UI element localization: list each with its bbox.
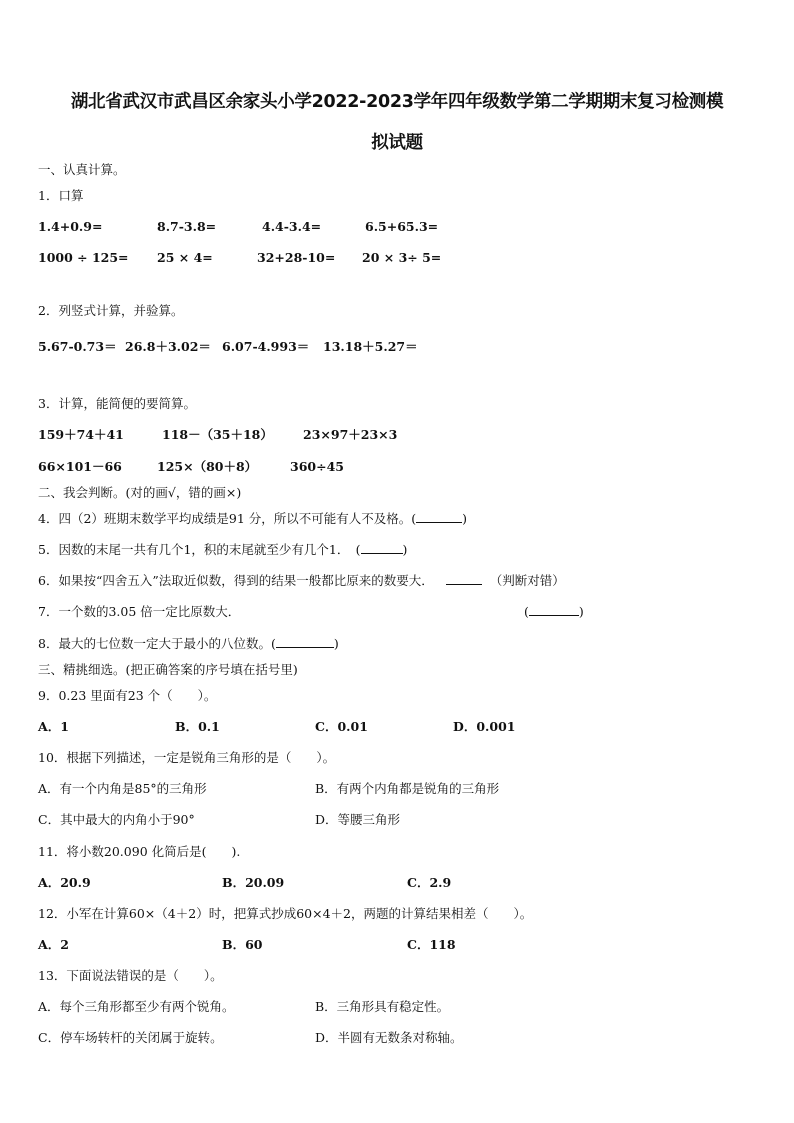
- q3-item: 66×101－66: [38, 459, 122, 474]
- question-10-stem: 10．根据下列描述，一定是锐角三角形的是（ ）。: [38, 750, 336, 765]
- option-c[interactable]: C．0.01: [315, 719, 368, 734]
- question-9-stem: 9．0.23 里面有23 个（ ）。: [38, 688, 217, 703]
- option-c[interactable]: C．其中最大的内角小于90°: [38, 812, 195, 827]
- answer-blank[interactable]: [446, 573, 482, 585]
- q1-item: 20 × 3÷ 5=: [362, 250, 442, 265]
- answer-blank[interactable]: [416, 511, 462, 523]
- option-a[interactable]: A．20.9: [38, 875, 91, 890]
- question-8: [38, 636, 339, 652]
- answer-blank[interactable]: [276, 636, 334, 648]
- page-title-line-1: 湖北省武汉市武昌区余家头小学2022-2023学年四年级数学第二学期期末复习检测模: [70, 92, 724, 112]
- question-1-label: 1．口算: [38, 188, 84, 203]
- option-a[interactable]: A．1: [38, 719, 69, 734]
- paren-open: (: [524, 604, 529, 619]
- q2-item: 5.67-0.73＝: [38, 339, 117, 354]
- section-heading-1: 一、认真计算。: [38, 162, 126, 177]
- q1-item: 8.7-3.8=: [157, 219, 217, 234]
- q1-item: 6.5+65.3=: [365, 219, 439, 234]
- q1-item: 4.4-3.4=: [262, 219, 322, 234]
- option-c[interactable]: C．118: [407, 937, 456, 952]
- q3-item: 125×（80＋8）: [157, 459, 258, 474]
- question-4: [38, 511, 467, 527]
- q1-item: 25 × 4=: [157, 250, 213, 265]
- question-6-text: 6．如果按“四舍五入”法取近似数，得到的结果一般都比原来的数要大．: [38, 573, 434, 588]
- option-b[interactable]: B．60: [222, 937, 263, 952]
- option-c[interactable]: C．停车场转杆的关闭属于旋转。: [38, 1030, 223, 1045]
- paren-close: ): [578, 604, 584, 619]
- question-5: [38, 542, 407, 558]
- answer-blank[interactable]: [529, 604, 579, 616]
- option-b[interactable]: B．0.1: [175, 719, 220, 734]
- section-heading-3: 三、精挑细选。(把正确答案的序号填在括号里): [38, 662, 298, 677]
- paren-close: ): [402, 542, 408, 557]
- q2-item: 6.07-4.993＝: [222, 339, 310, 354]
- question-8-text: 8．最大的七位数一定大于最小的八位数。(: [38, 636, 276, 651]
- question-5-text: 5．因数的末尾一共有几个1，积的末尾就至少有几个1． (: [38, 542, 361, 557]
- question-13-stem: 13．下面说法错误的是（ ）。: [38, 968, 223, 983]
- question-7: [38, 604, 240, 620]
- question-12-stem: 12．小军在计算60×（4＋2）时，把算式抄成60×4＋2，两题的计算结果相差（ ）。: [38, 906, 533, 921]
- paren-close: ): [333, 636, 339, 651]
- question-11-stem: 11．将小数20.090 化简后是( ).: [38, 844, 241, 859]
- q1-item: 1000 ÷ 125=: [38, 250, 129, 265]
- option-d[interactable]: D．0.001: [453, 719, 516, 734]
- question-6: [38, 573, 565, 589]
- paren-close: ): [462, 511, 468, 526]
- section-heading-2: 二、我会判断。(对的画√，错的画×): [38, 485, 242, 500]
- option-a[interactable]: A．每个三角形都至少有两个锐角。: [38, 999, 235, 1014]
- q2-item: 13.18＋5.27＝: [323, 339, 418, 354]
- question-7-text: 7．一个数的3.05 倍一定比原数大．: [38, 604, 241, 619]
- q3-item: 118－（35＋18）: [162, 427, 273, 442]
- question-7-answer: [524, 604, 584, 620]
- question-3-label: 3．计算，能简便的要简算。: [38, 396, 196, 411]
- answer-blank[interactable]: [361, 542, 403, 554]
- question-4-text: 4．四（2）班期末数学平均成绩是91 分，所以不可能有人不及格。(: [38, 511, 417, 526]
- option-c[interactable]: C．2.9: [407, 875, 452, 890]
- option-b[interactable]: B．20.09: [222, 875, 285, 890]
- q3-item: 360÷45: [290, 459, 344, 474]
- q2-item: 26.8＋3.02＝: [125, 339, 211, 354]
- option-a[interactable]: A．有一个内角是85°的三角形: [38, 781, 207, 796]
- q1-item: 1.4+0.9=: [38, 219, 103, 234]
- option-b[interactable]: B．三角形具有稳定性。: [315, 999, 450, 1014]
- page-title-line-2: 拟试题: [371, 133, 423, 153]
- option-d[interactable]: D．半圆有无数条对称轴。: [315, 1030, 463, 1045]
- option-b[interactable]: B．有两个内角都是锐角的三角形: [315, 781, 500, 796]
- option-d[interactable]: D．等腰三角形: [315, 812, 401, 827]
- q1-item: 32+28-10=: [257, 250, 336, 265]
- question-2-label: 2．列竖式计算，并验算。: [38, 303, 184, 318]
- q3-item: 23×97＋23×3: [303, 427, 398, 442]
- question-6-suffix: （判断对错）: [489, 573, 565, 588]
- option-a[interactable]: A．2: [38, 937, 69, 952]
- q3-item: 159＋74＋41: [38, 427, 124, 442]
